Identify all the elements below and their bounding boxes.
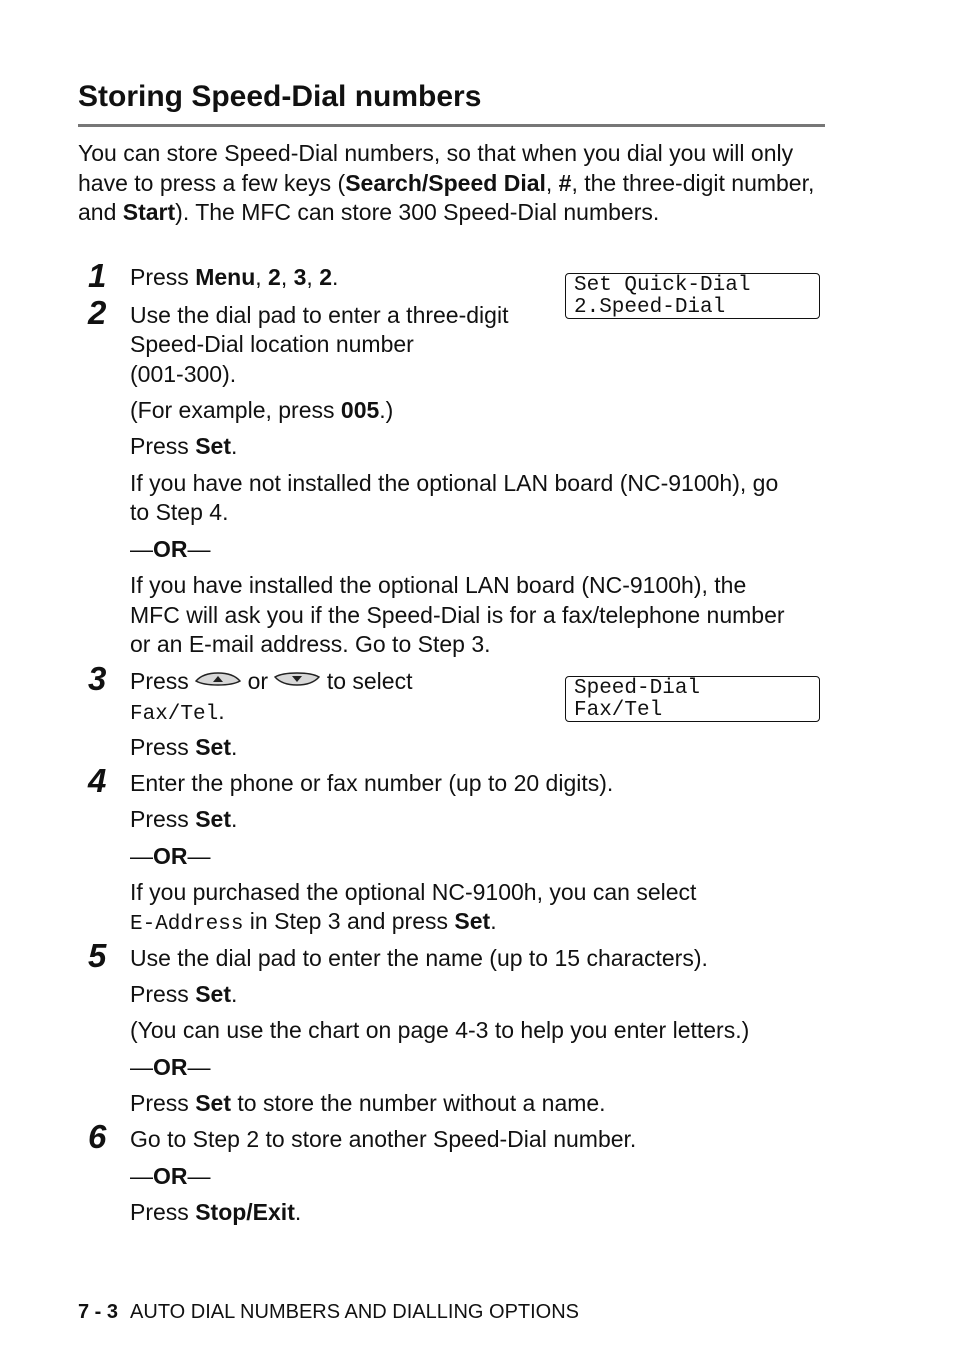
step2-line: Speed-Dial location number xyxy=(130,331,414,357)
title-divider xyxy=(78,124,825,127)
intro-text: , xyxy=(545,169,559,196)
or-separator: —OR— xyxy=(130,536,211,562)
step-number-6: 6 xyxy=(88,1118,107,1155)
down-arrow-key-icon xyxy=(274,672,320,686)
start-key: Start xyxy=(122,199,176,226)
set-key: Set xyxy=(195,734,231,760)
chapter-title: AUTO DIAL NUMBERS AND DIALLING OPTIONS xyxy=(130,1301,580,1323)
lcd-line: 2.Speed-Dial xyxy=(574,296,726,319)
lcd-line: Fax/Tel xyxy=(574,699,663,722)
page-footer xyxy=(78,1301,579,1324)
up-arrow-key-icon xyxy=(195,672,241,686)
press-word: Press xyxy=(130,264,196,290)
step2-lan-no: If you have not installed the optional LAN board (NC-9100h), go xyxy=(130,470,779,496)
step-number-1: 1 xyxy=(88,257,107,294)
or-separator: —OR— xyxy=(130,843,211,869)
search-speed-dial-key: Search/Speed Dial xyxy=(345,169,546,196)
step-number-4: 4 xyxy=(88,762,107,799)
lcd-line: Set Quick-Dial xyxy=(574,274,751,297)
press-word: Press xyxy=(130,806,196,832)
example-text: (For example, press xyxy=(130,397,341,423)
e-address-option: E-Address xyxy=(130,913,244,936)
step-number-2: 2 xyxy=(88,294,107,331)
or-word: OR xyxy=(153,536,188,562)
page-number: 7 - 3 xyxy=(78,1301,119,1323)
press-word: Press xyxy=(130,1090,196,1116)
step4-press-set: Press Set. xyxy=(130,806,238,832)
or-separator: —OR— xyxy=(130,1054,211,1080)
step5-line: Use the dial pad to enter the name (up to 15 characters). xyxy=(130,945,708,971)
or-word-inline: or xyxy=(247,668,269,694)
set-key: Set xyxy=(195,981,231,1007)
set-key: Set xyxy=(454,908,491,934)
press-word: Press xyxy=(130,734,196,760)
step2-example xyxy=(130,396,393,426)
step3-text xyxy=(130,667,412,697)
step6-press-stop: Press Stop/Exit. xyxy=(130,1199,302,1225)
step5-no-name xyxy=(130,1089,606,1119)
set-key: Set xyxy=(195,1090,231,1116)
step4-alt-line2: E-Address in Step 3 and press Set. xyxy=(130,908,497,936)
stop-exit-key: Stop/Exit xyxy=(195,1199,295,1225)
step1-text: Press Menu, 2, 3, 2. xyxy=(130,264,339,290)
press-word: Press xyxy=(130,668,196,694)
intro-text: You can store Speed-Dial numbers, so that when you dial you will only have to press a few keys ( xyxy=(78,140,794,196)
step6-line: Go to Step 2 to store another Speed-Dial number. xyxy=(130,1126,637,1152)
fax-tel-option: Fax/Tel xyxy=(130,703,219,726)
press-word: Press xyxy=(130,1199,196,1225)
step2-line: (001-300). xyxy=(130,361,237,387)
intro-paragraph xyxy=(78,139,828,228)
or-word: OR xyxy=(153,1054,188,1080)
step4-alt: If you purchased the optional NC-9100h, you can select xyxy=(130,879,697,905)
to-select-text: to select xyxy=(326,668,413,694)
or-separator: —OR— xyxy=(130,1163,211,1189)
key-2-second: 2 xyxy=(319,264,332,290)
example-text: .) xyxy=(379,397,394,423)
step2-lan-no: to Step 4. xyxy=(130,499,229,525)
step2-press-set: Press Set. xyxy=(130,433,238,459)
lcd-line: Speed-Dial xyxy=(574,677,701,700)
hash-key: # xyxy=(558,169,572,196)
or-word: OR xyxy=(153,843,188,869)
step-number-5: 5 xyxy=(88,937,107,974)
menu-key: Menu xyxy=(195,264,256,290)
intro-text: , the three-digit number, and xyxy=(78,169,815,226)
press-word: Press xyxy=(130,981,196,1007)
set-key: Set xyxy=(195,433,231,459)
step-number-3: 3 xyxy=(88,660,107,697)
no-name-text: to store the number without a name. xyxy=(230,1090,606,1116)
step2-lan-yes: If you have installed the optional LAN board (NC-9100h), the xyxy=(130,572,747,598)
example-key: 005 xyxy=(340,397,380,423)
key-2: 2 xyxy=(268,264,281,290)
or-word: OR xyxy=(153,1163,188,1189)
step2-lan-yes: or an E-mail address. Go to Step 3. xyxy=(130,631,491,657)
alt-text: in Step 3 and press xyxy=(243,908,455,934)
set-key: Set xyxy=(195,806,231,832)
lcd-display-1 xyxy=(565,273,820,319)
step3-press-set: Press Set. xyxy=(130,734,238,760)
step5-note: (You can use the chart on page 4-3 to help you enter letters.) xyxy=(130,1017,750,1043)
step2-lan-yes: MFC will ask you if the Speed-Dial is for a fax/telephone number xyxy=(130,602,785,628)
step4-line: Enter the phone or fax number (up to 20 digits). xyxy=(130,770,614,796)
press-word: Press xyxy=(130,433,196,459)
intro-text: ). The MFC can store 300 Speed-Dial numbers. xyxy=(175,199,660,226)
lcd-display-2 xyxy=(565,676,820,722)
step5-press-set: Press Set. xyxy=(130,981,238,1007)
step3-option-line: Fax/Tel. xyxy=(130,698,225,726)
step2-line: Use the dial pad to enter a three-digit xyxy=(130,302,509,328)
key-3: 3 xyxy=(293,264,307,290)
section-title: Storing Speed-Dial numbers xyxy=(78,80,482,113)
